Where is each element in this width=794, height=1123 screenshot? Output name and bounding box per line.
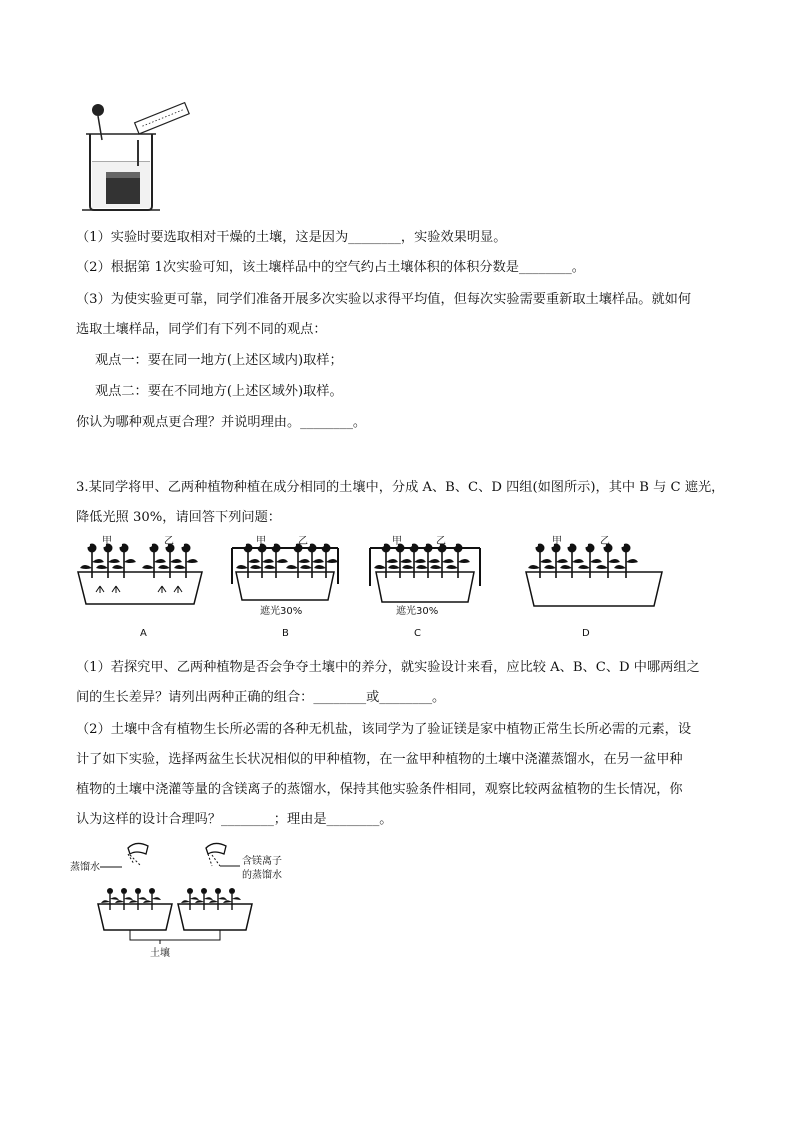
watering-experiment-figure (70, 838, 320, 963)
q2-part2: （2）根据第 1次实验可知，该土壤样品中的空气约占土壤体积的体积分数是________。 (76, 260, 585, 275)
planter-groups-figure (70, 530, 670, 642)
q3-sub2-line1: （2）土壤中含有植物生长所必需的各种无机盐，该同学为了验证镁是家中植物正常生长所必需的元素，设 (76, 722, 692, 737)
q2-view-two: 观点二：要在不同地方(上述区域外)取样。 (95, 384, 343, 399)
q2-ask: 你认为哪种观点更合理？并说明理由。________。 (76, 415, 367, 430)
group-b-letter: B (282, 628, 289, 639)
q2-view-one: 观点一：要在同一地方(上述区域内)取样； (95, 353, 343, 368)
left-watering-can-icon (128, 843, 148, 865)
magnesium-water-label-line2: 的蒸馏水 (242, 870, 282, 881)
group-c-letter: C (414, 628, 421, 639)
group-a-plant-jia-label: 甲 (102, 536, 112, 547)
q3-sub2-line2: 计了如下实验，选择两盆生长状况相似的甲种植物，在一盆甲种植物的土壤中浇灌蒸馏水，在另一盆甲种 (76, 752, 683, 767)
magnesium-water-label-line1: 含镁离子 (242, 856, 282, 867)
right-watering-can-icon (206, 843, 226, 866)
q3-sub1-line2: 间的生长差异？请列出两种正确的组合：________或________。 (76, 690, 446, 705)
group-b-plant-yi-label: 乙 (298, 536, 308, 547)
q3-stem-line2: 降低光照 30%，请回答下列问题： (76, 510, 281, 525)
group-c-plant-jia-label: 甲 (392, 536, 402, 547)
group-c-planter (370, 535, 480, 639)
q3-stem-line1: 3.某同学将甲、乙两种植物种植在成分相同的土壤中，分成 A、B、C、D 四组(如图所示)，其中 B 与 C 遮光， (76, 480, 725, 495)
q3-sub2-line4: 认为这样的设计合理吗？________；理由是________。 (76, 812, 393, 827)
group-a-plant-yi-label: 乙 (164, 536, 174, 547)
group-a-planter (78, 535, 202, 639)
group-d-planter (526, 535, 662, 639)
q2-part1: （1）实验时要选取相对干燥的土壤，这是因为________，实验效果明显。 (76, 230, 507, 245)
group-d-plant-jia-label: 甲 (552, 536, 562, 547)
q3-sub2-line3: 植物的土壤中浇灌等量的含镁离子的蒸馏水，保持其他实验条件相同，观察比较两盆植物的生长情况，你 (76, 782, 683, 797)
group-a-letter: A (140, 628, 147, 639)
distilled-water-label: 蒸馏水 (70, 862, 100, 873)
group-b-planter (232, 535, 338, 639)
group-b-shade-label: 遮光30% (260, 606, 303, 617)
group-c-plant-yi-label: 乙 (436, 536, 446, 547)
group-c-shade-label: 遮光30% (396, 606, 439, 617)
q2-part3-line1: （3）为使实验更可靠，同学们准备开展多次实验以求得平均值，但每次实验需要重新取土壤样品。就如何 (76, 292, 692, 307)
group-d-letter: D (582, 628, 590, 639)
group-b-plant-jia-label: 甲 (256, 536, 266, 547)
q2-part3-line2: 选取土壤样品，同学们有下列不同的观点： (76, 322, 327, 337)
beaker-experiment-figure (78, 100, 198, 215)
q3-sub1-line1: （1）若探究甲、乙两种植物是否会争夺土壤中的养分，就实验设计来看，应比较 A、B、C、D 中哪两组之 (76, 660, 700, 675)
group-d-plant-yi-label: 乙 (600, 536, 610, 547)
soil-label: 土壤 (150, 948, 170, 959)
